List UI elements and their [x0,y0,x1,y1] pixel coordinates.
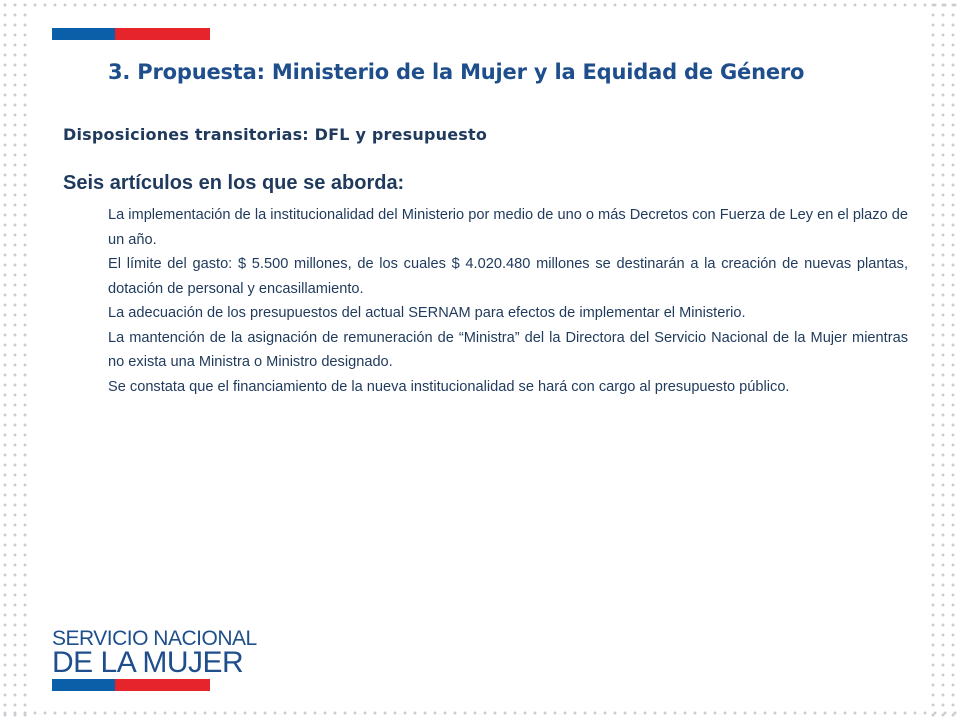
list-item: La implementación de la institucionalidad del Ministerio por medio de uno o más Decretos con Fuerza de Ley en el plazo de un año. [108,207,908,248]
logo-line-2: DE LA MUJER [52,646,244,679]
sernam-logo [52,628,257,677]
flag-stripe-top [52,28,210,40]
section-heading: Seis artículos en los que se aborda: [63,172,405,194]
flag-stripe-blue [52,679,115,691]
flag-stripe-bottom [52,679,210,691]
article-list [108,203,908,399]
list-item: El límite del gasto: $ 5.500 millones, de los cuales $ 4.020.480 millones se destinarán a la creación de nuevas plantas, dotación de personal y encasillamiento. [108,256,908,297]
list-item: La mantención de la asignación de remuneración de “Ministra” del la Directora del Servicio Nacional de la Mujer mientras no exista una Ministra o Ministro designado. [108,329,908,370]
dotted-border-bottom [0,708,960,720]
dotted-border-right [928,0,960,720]
flag-stripe-red [115,679,210,691]
flag-stripe-blue [52,28,115,40]
logo-line-1: SERVICIO NACIONAL [52,627,257,650]
dotted-border-top [0,0,960,12]
page-title: 3. Propuesta: Ministerio de la Mujer y la Equidad de Género [108,60,805,84]
list-item: La adecuación de los presupuestos del actual SERNAM para efectos de implementar el Ministerio. [108,305,746,321]
flag-stripe-red [115,28,210,40]
dotted-border-left [0,0,32,720]
list-item: Se constata que el financiamiento de la nueva institucionalidad se hará con cargo al presupuesto público. [108,378,790,395]
section-subtitle: Disposiciones transitorias: DFL y presupuesto [63,125,488,144]
